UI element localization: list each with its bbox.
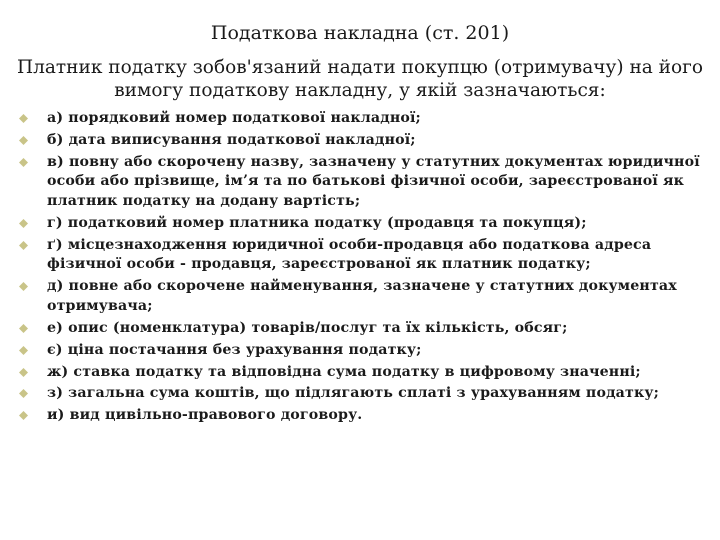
slide-title: Податкова накладна (ст. 201) [210,22,510,44]
list-item [22,131,716,151]
list-item-text: з) загальна сума коштів, що підлягають сплаті з урахуванням податку; [47,385,659,402]
diamond-bullet-icon [19,219,28,228]
diamond-bullet-icon [19,136,28,145]
list-item-text: д) повне або скорочене найменування, зазначене у статутних документах отримувача; [47,278,677,314]
diamond-bullet-icon [19,346,28,355]
list-item-text: ґ) місцезнаходження юридичної особи-продавця або податкова адреса фізичної особи - продавця, зареєстрованої як платник податку; [47,236,652,273]
list-item-text: а) порядковий номер податкової накладної; [47,110,421,126]
list-item [22,319,716,339]
diamond-bullet-icon [19,368,28,377]
diamond-bullet-icon [19,411,28,420]
list-item-text: в) повну або скорочену назву, зазначену у статутних документах юридичної особи або прізвище, ім’я та по батькові фізичної особи, зареєстрованої як платник податку на додану вартість; [47,153,700,209]
diamond-bullet-icon [19,389,28,398]
intro-text: Платник податку зобов'язаний надати покупцю (отримувачу) на його вимогу податкову накладну, у якій зазначаються: [17,57,703,101]
list-item [22,214,716,234]
list-item-text: б) дата виписування податкової накладної; [47,131,416,148]
list-item [22,153,716,212]
requirements-list [22,109,716,428]
diamond-bullet-icon [19,114,28,123]
list-item [22,277,716,316]
list-item-text: г) податковий номер платника податку (продавця та покупця); [47,214,587,231]
list-item-text: ж) ставка податку та відповідна сума податку в цифровому значенні; [47,363,641,380]
list-item [22,406,716,426]
list-item [22,341,716,361]
list-item-text: и) вид цивільно-правового договору. [47,407,363,424]
list-item [22,363,716,383]
list-item [22,109,716,129]
diamond-bullet-icon [19,241,28,250]
list-item-text: е) опис (номенклатура) товарів/послуг та їх кількість, обсяг; [47,319,568,336]
diamond-bullet-icon [19,324,28,333]
list-item-text: є) ціна постачання без урахування податку; [47,341,422,358]
diamond-bullet-icon [19,158,28,167]
list-item [22,236,716,275]
list-item [22,384,716,404]
diamond-bullet-icon [19,282,28,291]
